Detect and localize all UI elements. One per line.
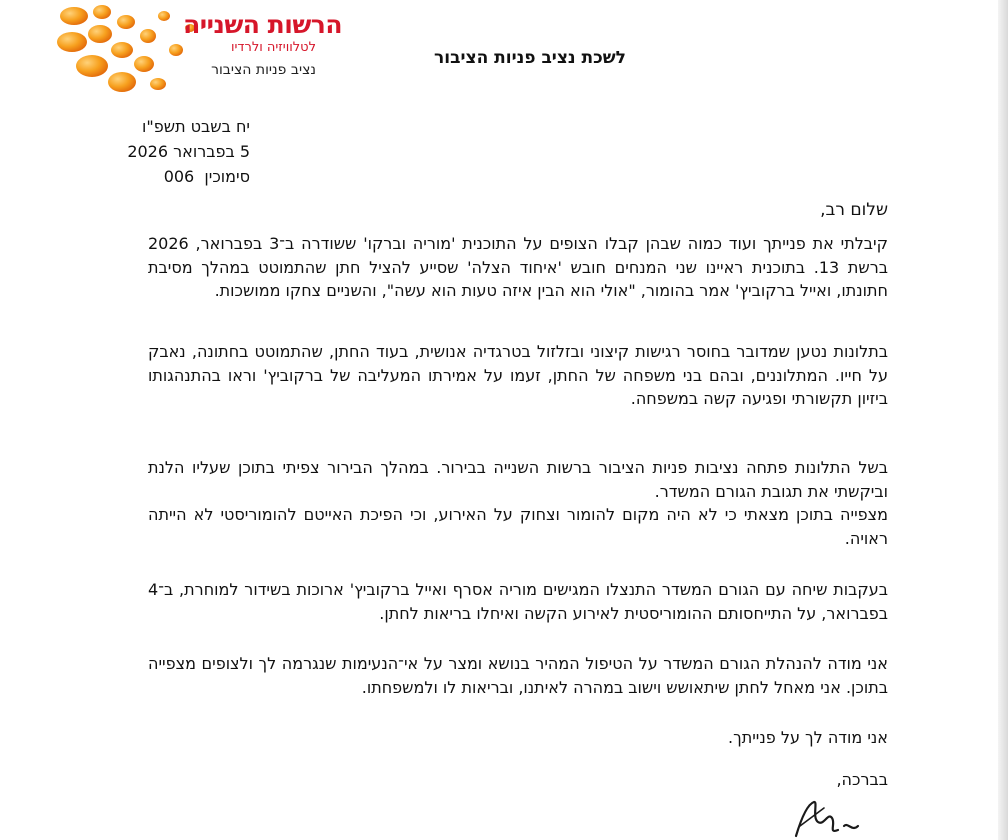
paragraph-thanks-broadcaster: אני מודה להנהלת הגורם המשדר על הטיפול המהיר בנושא ומצר על אי־הנעימות שנגרמה לך ולצופים מצפייה בתוכן. אני מאחל לחתן שיתאושש וישוב במהרה לאיתנו, ובריאות לו ולמשפחתו. — [148, 654, 888, 697]
reference-number: סימוכין 006 — [163, 167, 250, 186]
paragraph-inquiry: בשל התלונות פתחה נציבות פניות הציבור ברשות השנייה בבירור. במהלך הבירור צפיתי בתוכן שעליו הלנת וביקשתי את תגובת הגורם המשדר. מצפייה בתוכן מצאתי כי לא היה מקום להומור וצחוק על האירוע, וכי הפיכת האייטם להומוריסטי לא הייתה ראויה. — [148, 458, 888, 548]
paragraph-complaint: קיבלתי את פנייתך ועוד כמוה שבהן קבלו הצופים על התוכנית 'מוריה וברקו' ששודרה ב־3 בפברואר, 2026 ברשת 13. בתוכנית ראיינו שני המנחים חובש 'איחוד הצלה' שסייע להציל חתן שהתמוטט במהלך מסיבת חתונתו, ואייל ברקוביץ' אמר בהומור, "אולי הוא הבין איזה טעות הוא עשה", והשניים צחקו ממושכות. — [148, 234, 889, 300]
office-title: לשכת נציב פניות הציבור — [434, 48, 626, 68]
page-edge — [998, 0, 1008, 840]
paragraph-apology: בעקבות שיחה עם הגורם המשדר התנצלו המגישים מוריה אסרף ואייל ברקוביץ' ארוכות בשידור למוחרת, ב־4 בפברואר, על התייחסותם ההומוריסטית לאירוע הקשה ואיחלו בריאות לחתן. — [148, 580, 888, 623]
hebrew-date: יח בשבט תשפ"ו — [142, 117, 250, 136]
authority-name: הרשות השנייה — [183, 10, 342, 39]
authority-logo — [52, 0, 342, 100]
letter-meta — [30, 114, 250, 189]
paragraph-claims: בתלונות נטען שמדובר בחוסר רגישות קיצוני ובזלזול בטרגדיה אנושית, בעוד החתן, שהתמוטט בחתונה, נאבק על חייו. המתלוננים, ובהם בני משפחה של החתן, זעמו על אמירתו המעליבה של ברקוביץ' וראו בהתנהגותו ביזיון תקשורתי ופגיעה קשה במשפחה. — [148, 342, 888, 408]
thanks-line: אני מודה לך על פנייתך. — [728, 728, 888, 747]
authority-subtitle: לטלוויזיה ולרדיו — [230, 40, 316, 55]
sign-off: בברכה, — [836, 770, 888, 789]
signature-icon — [788, 796, 868, 840]
greeting: שלום רב, — [820, 200, 888, 220]
gregorian-date: 5 בפברואר 2026 — [127, 142, 250, 161]
unit-name: נציב פניות הציבור — [211, 62, 316, 78]
